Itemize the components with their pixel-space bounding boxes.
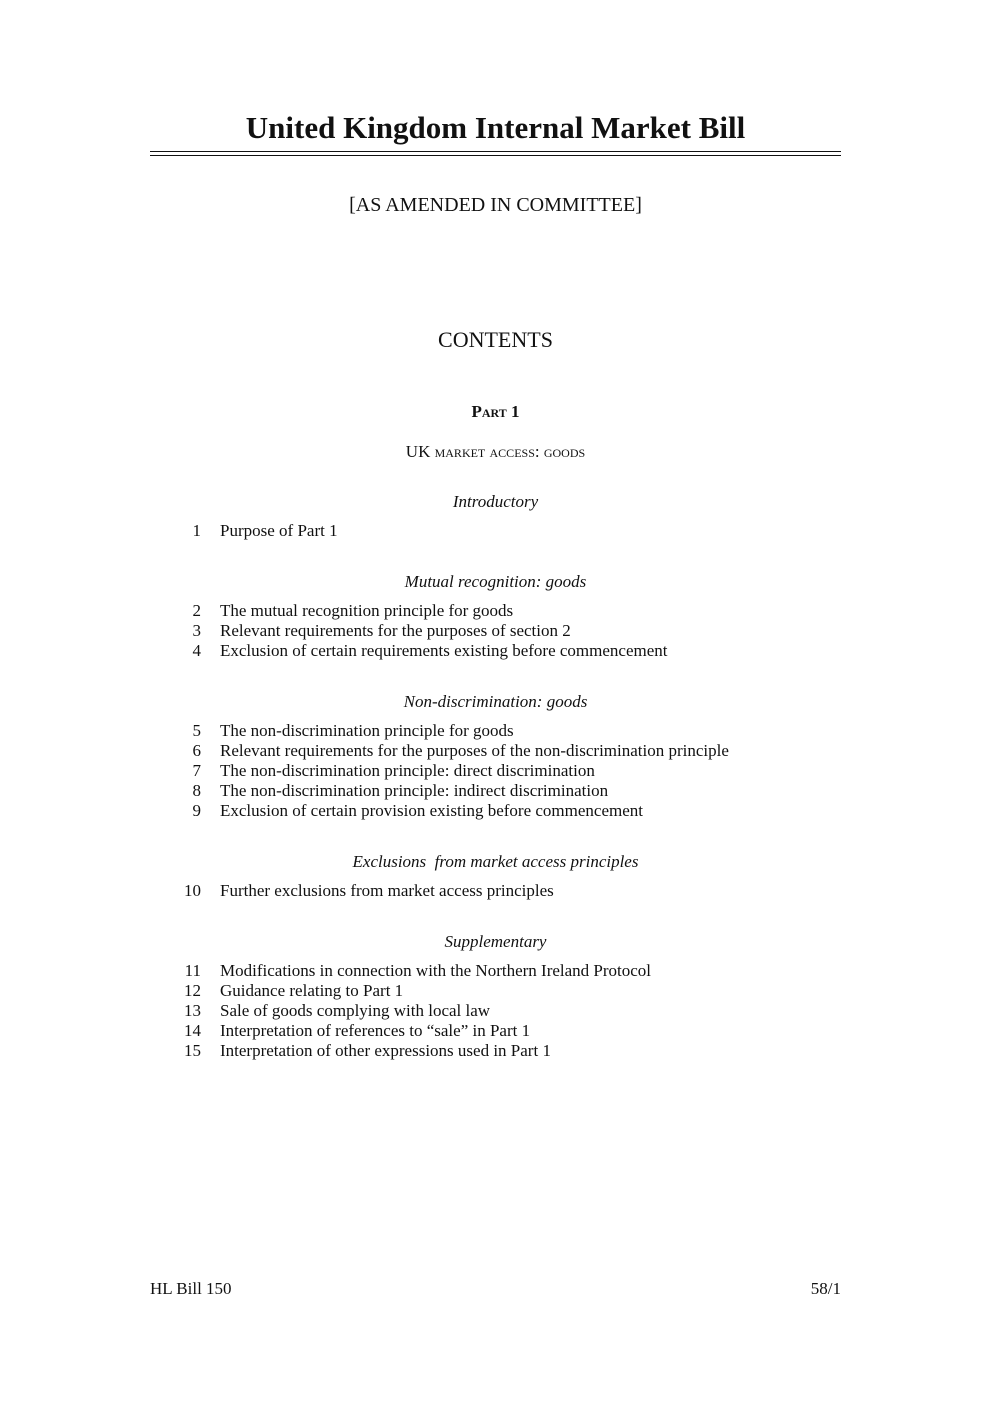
part-heading: UK market access: goods (405, 442, 586, 461)
contents-item[interactable] (150, 741, 841, 761)
part-label: Part 1 (471, 402, 520, 421)
contents-item[interactable] (150, 521, 841, 541)
item-title: The mutual recognition principle for goods (220, 601, 514, 620)
group-heading: Mutual recognition: goods (404, 572, 587, 591)
item-title: Interpretation of other expressions used in Part 1 (220, 1041, 551, 1060)
bill-title: United Kingdom Internal Market Bill (245, 110, 746, 145)
item-number: 8 (192, 781, 201, 800)
contents-heading: CONTENTS (438, 327, 553, 352)
item-number: 4 (192, 641, 201, 660)
item-title: The non-discrimination principle: indirect discrimination (220, 781, 609, 800)
item-number: 3 (192, 621, 201, 640)
item-title: Relevant requirements for the purposes of the non-discrimination principle (220, 741, 729, 760)
item-number: 14 (184, 1021, 201, 1040)
item-number: 9 (192, 801, 201, 820)
item-title: The non-discrimination principle for goods (220, 721, 514, 740)
group-heading: Supplementary (444, 932, 547, 951)
item-number: 2 (192, 601, 201, 620)
item-number: 7 (192, 761, 201, 780)
group-heading: Introductory (452, 492, 539, 511)
item-title: Further exclusions from market access principles (220, 881, 554, 900)
footer-bill-number: HL Bill 150 (150, 1279, 232, 1298)
contents-item[interactable] (150, 881, 841, 901)
contents-item[interactable] (150, 981, 841, 1001)
contents-item[interactable] (150, 641, 841, 661)
item-title: Sale of goods complying with local law (220, 1001, 491, 1020)
contents-item[interactable] (150, 1021, 841, 1041)
title-rule-upper (150, 151, 841, 152)
contents-group-non-discrimination (150, 691, 841, 821)
contents-item[interactable] (150, 601, 841, 621)
item-number: 13 (184, 1001, 201, 1020)
item-number: 12 (184, 981, 201, 1000)
bill-status: [AS AMENDED IN COMMITTEE] (349, 194, 642, 216)
item-title: Exclusion of certain provision existing before commencement (220, 801, 643, 820)
item-number: 5 (192, 721, 201, 740)
contents-item[interactable] (150, 621, 841, 641)
item-number: 10 (184, 881, 201, 900)
contents-group-exclusions (150, 851, 841, 901)
contents-item[interactable] (150, 961, 841, 981)
contents-group-mutual-recognition (150, 571, 841, 661)
item-title: Modifications in connection with the Northern Ireland Protocol (220, 961, 652, 980)
item-title: The non-discrimination principle: direct discrimination (220, 761, 595, 780)
group-heading: Exclusions from market access principles (352, 852, 639, 871)
item-title: Exclusion of certain requirements existing before commencement (220, 641, 668, 660)
contents-item[interactable] (150, 1041, 841, 1061)
contents-item[interactable] (150, 781, 841, 801)
contents-item[interactable] (150, 761, 841, 781)
item-title: Guidance relating to Part 1 (220, 981, 404, 1000)
contents-item[interactable] (150, 1001, 841, 1021)
contents-item[interactable] (150, 721, 841, 741)
footer-print-number: 58/1 (810, 1279, 841, 1298)
contents-item[interactable] (150, 801, 841, 821)
item-number: 6 (192, 741, 201, 760)
item-number: 15 (184, 1041, 201, 1060)
contents-group-supplementary (150, 931, 841, 1061)
item-title: Purpose of Part 1 (220, 521, 338, 540)
group-heading: Non-discrimination: goods (403, 692, 588, 711)
item-title: Interpretation of references to “sale” in Part 1 (220, 1021, 531, 1040)
title-rule-lower (150, 155, 841, 156)
item-number: 1 (192, 521, 201, 540)
contents-group-introductory (150, 491, 841, 541)
item-title: Relevant requirements for the purposes of section 2 (220, 621, 571, 640)
item-number: 11 (184, 961, 201, 980)
